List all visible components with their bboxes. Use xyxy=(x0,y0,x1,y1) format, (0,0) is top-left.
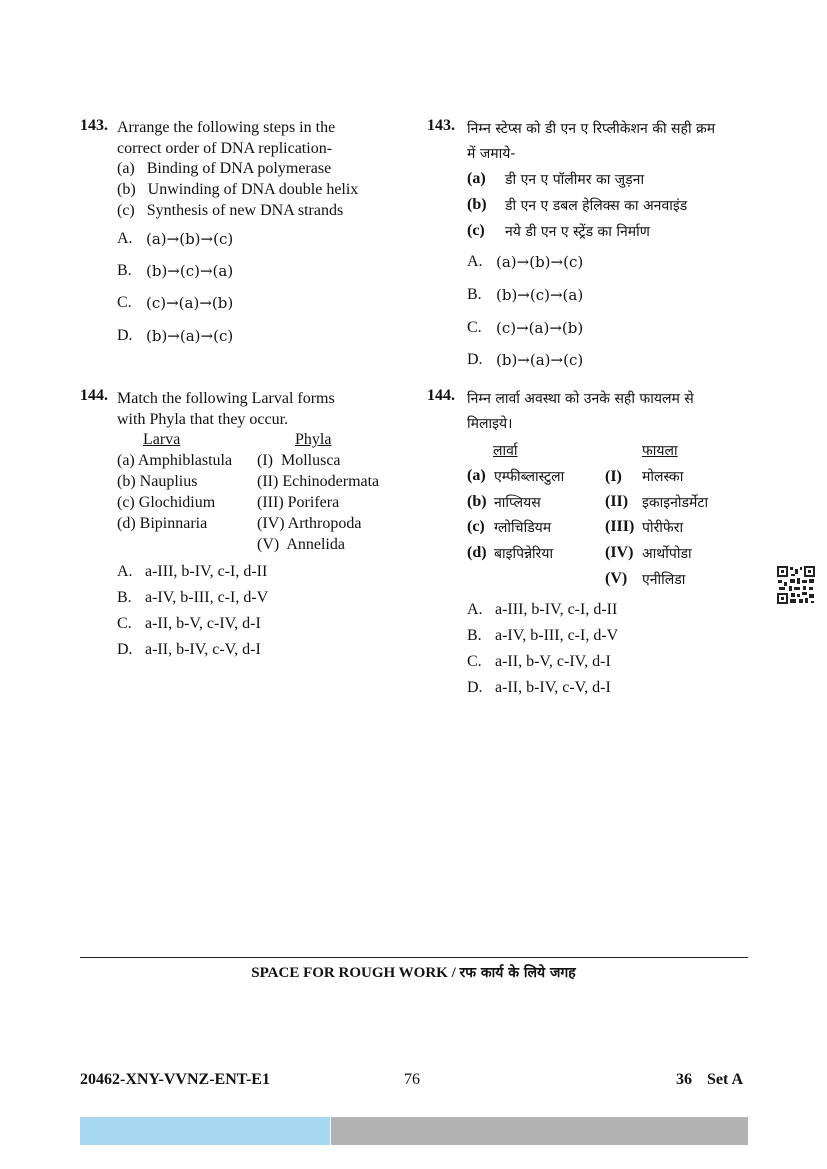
option-label: A. xyxy=(467,601,483,618)
option-label: B. xyxy=(467,286,482,303)
phyla-item: (III) Porifera xyxy=(257,494,340,511)
phyla-label: (I) xyxy=(605,468,622,485)
rough-work-label xyxy=(0,963,827,982)
larva-item: (d) Bipinnaria xyxy=(117,515,208,532)
page-number: 76 xyxy=(404,1071,420,1088)
column-header-phyla: फायला xyxy=(642,443,678,459)
phyla-item: (V) Annelida xyxy=(257,536,345,553)
larva-label: (a) xyxy=(467,467,486,484)
larva-text: बाइपिन्नेरिया xyxy=(494,546,554,562)
option-label: B. xyxy=(467,627,482,644)
option-text: (b)→(c)→(a) xyxy=(496,286,584,304)
option-text: (c)→(a)→(b) xyxy=(496,319,584,337)
phyla-label: (V) xyxy=(605,570,628,587)
phyla-text: आर्थोपोडा xyxy=(642,546,692,562)
option-label: C. xyxy=(117,294,132,311)
phyla-item: (II) Echinodermata xyxy=(257,473,380,490)
step-text: नये डी एन ए स्ट्रेंड का निर्माण xyxy=(505,224,650,240)
larva-text: नाप्लियस xyxy=(494,495,541,511)
larva-label: (d) xyxy=(467,544,487,561)
phyla-text: पोरीफेरा xyxy=(642,520,684,536)
option-text: a-IV, b-III, c-I, d-V xyxy=(495,627,619,644)
question-text: में जमाये- xyxy=(467,146,516,162)
question-text: with Phyla that they occur. xyxy=(117,411,289,428)
option-text: a-III, b-IV, c-I, d-II xyxy=(495,601,618,618)
option-label: B. xyxy=(117,589,132,606)
rough-work-divider xyxy=(80,957,748,958)
option-label: D. xyxy=(117,641,133,658)
option-text: a-II, b-IV, c-V, d-I xyxy=(145,641,261,658)
option-text: a-II, b-V, c-IV, d-I xyxy=(495,653,611,670)
larva-label: (b) xyxy=(467,493,487,510)
question-text: Arrange the following steps in the xyxy=(117,119,336,136)
rough-work-label-hi: रफ कार्य के लिये जगह xyxy=(459,965,576,981)
option-text: (c)→(a)→(b) xyxy=(146,294,234,312)
phyla-text: इकाइनोडर्मेटा xyxy=(642,495,709,511)
option-text: a-II, b-IV, c-V, d-I xyxy=(495,679,611,696)
footer-bar-grey xyxy=(331,1117,748,1145)
question-text: Match the following Larval forms xyxy=(117,390,335,407)
question-count: 36 xyxy=(676,1071,692,1088)
column-header-larva: Larva xyxy=(143,431,181,448)
option-label: C. xyxy=(117,615,132,632)
step-text: डी एन ए पॉलीमर का जुड़ना xyxy=(505,172,645,188)
step-label: (a) xyxy=(467,170,486,187)
larva-text: ग्लोचिडियम xyxy=(494,520,552,536)
larva-label: (c) xyxy=(467,518,485,535)
set-label: Set A xyxy=(707,1071,743,1088)
option-text: (b)→(a)→(c) xyxy=(496,351,584,369)
option-label: B. xyxy=(117,262,132,279)
option-label: D. xyxy=(117,327,133,344)
larva-item: (b) Nauplius xyxy=(117,473,198,490)
step-item: (c) Synthesis of new DNA strands xyxy=(117,202,344,219)
question-number: 143. xyxy=(427,117,455,134)
option-text: a-II, b-V, c-IV, d-I xyxy=(145,615,261,632)
option-label: A. xyxy=(467,253,483,270)
option-label: A. xyxy=(117,563,133,580)
option-text: (a)→(b)→(c) xyxy=(146,230,234,248)
question-number: 144. xyxy=(427,387,455,404)
paper-code: 20462-XNY-VVNZ-ENT-E1 xyxy=(80,1071,270,1088)
rough-work-label-en: SPACE FOR ROUGH WORK / xyxy=(251,965,460,981)
option-text: a-III, b-IV, c-I, d-II xyxy=(145,563,268,580)
phyla-label: (III) xyxy=(605,518,635,535)
question-text: निम्न लार्वा अवस्था को उनके सही फायलम से xyxy=(467,391,694,407)
phyla-text: एनीलिडा xyxy=(642,572,686,588)
step-text: डी एन ए डबल हेलिक्स का अनवाइंड xyxy=(505,198,688,214)
question-text: निम्न स्टेप्स को डी एन ए रिप्लीकेशन की सही क्रम xyxy=(467,121,716,137)
phyla-label: (II) xyxy=(605,493,629,510)
phyla-item: (I) Mollusca xyxy=(257,452,341,469)
option-text: (b)→(c)→(a) xyxy=(146,262,234,280)
question-number: 143. xyxy=(80,117,108,134)
phyla-text: मोलस्का xyxy=(642,469,684,485)
question-text: correct order of DNA replication- xyxy=(117,140,333,157)
option-label: C. xyxy=(467,653,482,670)
step-label: (c) xyxy=(467,222,485,239)
step-item: (b) Unwinding of DNA double helix xyxy=(117,181,359,198)
option-label: C. xyxy=(467,319,482,336)
step-label: (b) xyxy=(467,196,487,213)
step-item: (a) Binding of DNA polymerase xyxy=(117,160,332,177)
column-header-phyla: Phyla xyxy=(295,431,332,448)
option-label: A. xyxy=(117,230,133,247)
larva-text: एम्फीब्लास्टुला xyxy=(494,469,565,485)
footer-bar-blue xyxy=(80,1117,330,1145)
phyla-label: (IV) xyxy=(605,544,634,561)
question-text: मिलाइये। xyxy=(467,416,513,432)
option-label: D. xyxy=(467,679,483,696)
larva-item: (a) Amphiblastula xyxy=(117,452,233,469)
qr-code-icon xyxy=(776,565,816,605)
column-header-larva: लार्वा xyxy=(493,443,518,459)
phyla-item: (IV) Arthropoda xyxy=(257,515,362,532)
option-text: (b)→(a)→(c) xyxy=(146,327,234,345)
option-text: a-IV, b-III, c-I, d-V xyxy=(145,589,269,606)
question-number: 144. xyxy=(80,387,108,404)
option-label: D. xyxy=(467,351,483,368)
larva-item: (c) Glochidium xyxy=(117,494,216,511)
option-text: (a)→(b)→(c) xyxy=(496,253,584,271)
